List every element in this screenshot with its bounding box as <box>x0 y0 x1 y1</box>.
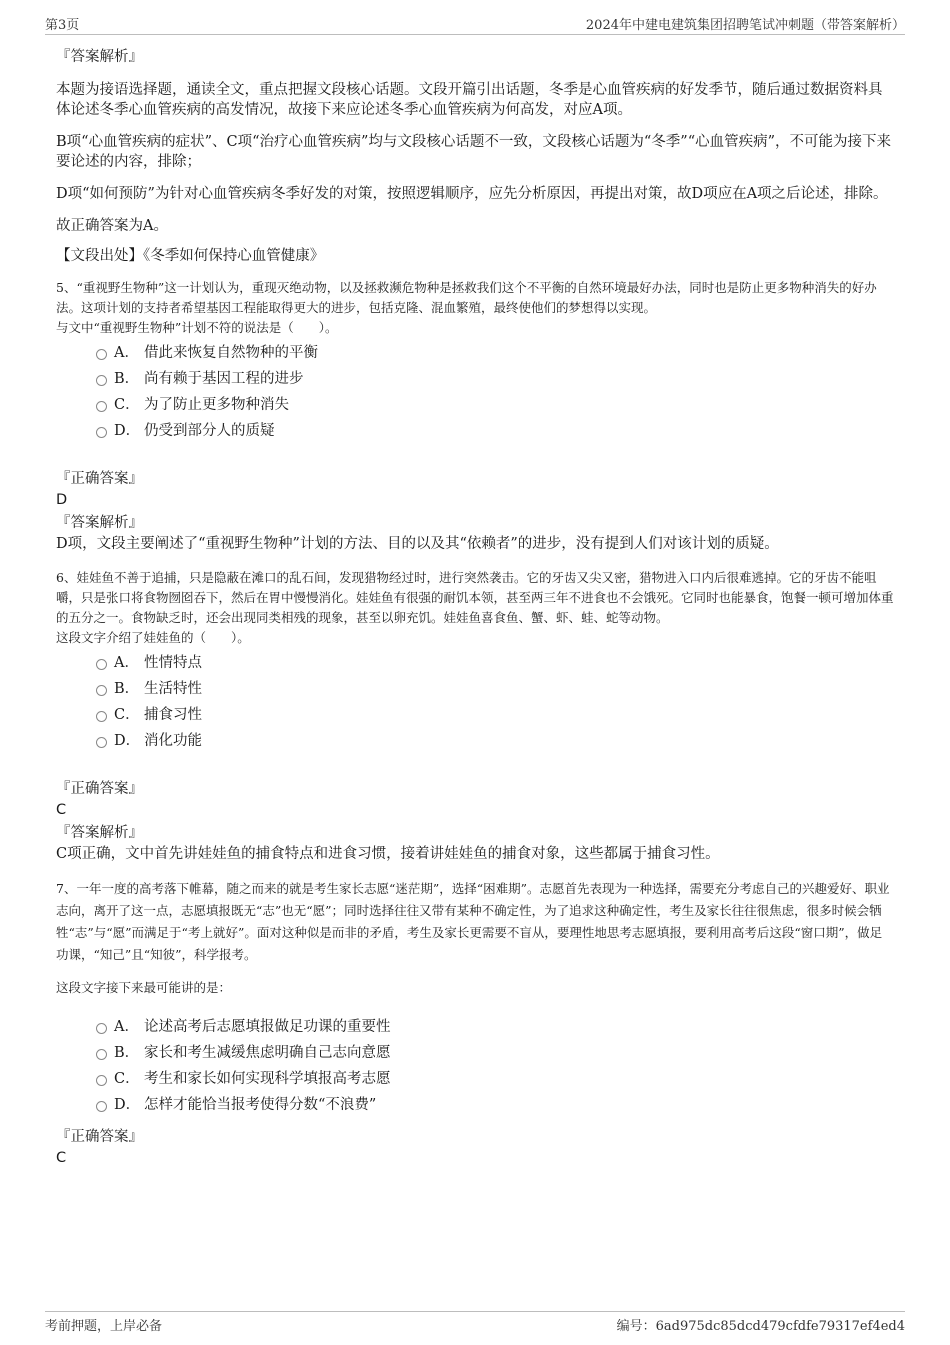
q6-option-b[interactable]: B． 生活特性 <box>56 676 894 702</box>
q6-correct-label: 『正确答案』 <box>56 781 143 797</box>
q6-options <box>56 650 894 754</box>
q5-option-c[interactable]: C． 为了防止更多物种消失 <box>56 392 894 418</box>
page-header <box>45 14 905 35</box>
q6-prompt: 这段文字介绍了娃娃鱼的（ ）。 <box>56 630 250 645</box>
q4-analysis-p2: B项“心血管疾病的症状”、C项“治疗心血管疾病”均与文段核心话题不一致，文段核心话题为“冬季”“心血管疾病”，不可能为接下来要论述的内容，排除； <box>56 134 892 170</box>
q5-option-d[interactable]: D． 仍受到部分人的质疑 <box>56 418 894 444</box>
q7-prompt: 这段文字接下来最可能讲的是： <box>56 980 232 995</box>
radio-icon[interactable] <box>96 401 107 412</box>
q6-analysis-label: 『答案解析』 <box>56 825 143 841</box>
q5-correct-answer: D <box>56 492 68 508</box>
q5-options <box>56 340 894 444</box>
q5-analysis: D项，文段主要阐述了“重视野生物种”计划的方法、目的以及其“依赖者”的进步，没有提到人们对该计划的质疑。 <box>56 536 779 552</box>
document-id: 编号：6ad975dc85dcd479cfdfe79317ef4ed4 <box>616 1319 905 1334</box>
q5-prompt: 与文中“重视野生物种”计划不符的说法是（ ）。 <box>56 320 338 335</box>
q6-correct-answer: C <box>56 802 67 818</box>
radio-icon[interactable] <box>96 1049 107 1060</box>
radio-icon[interactable] <box>96 659 107 670</box>
q6-option-a[interactable]: A． 性情特点 <box>56 650 894 676</box>
q6-option-c[interactable]: C． 捕食习性 <box>56 702 894 728</box>
q7-option-a[interactable]: A． 论述高考后志愿填报做足功课的重要性 <box>56 1014 894 1040</box>
radio-icon[interactable] <box>96 711 107 722</box>
page-number: 第3页 <box>45 18 80 33</box>
document-body <box>56 46 894 1168</box>
radio-icon[interactable] <box>96 1075 107 1086</box>
radio-icon[interactable] <box>96 349 107 360</box>
page-footer <box>45 1311 905 1334</box>
document-title: 2024年中建电建筑集团招聘笔试冲刺题（带答案解析） <box>585 18 905 33</box>
q7-stem: 7、一年一度的高考落下帷幕，随之而来的就是考生家长志愿“迷茫期”，选择“困难期”。志愿首先表现为一种选择，需要充分考虑自己的兴趣爱好、职业志向，离开了这一点，志愿填报既无“志”也无“愿”；同时选择往往又带有某种不确定性，为了追求这种确定性，考生及家长往往很焦虑，很多时候会牺牲“志”与“愿”而满足于“考上就好”。面对这种似是而非的矛盾，考生及家长更需要不盲从，要理性地思考志愿填报，要利用高考后这段“窗口期”，做足功课，“知己”且“知彼”，科学报考。 <box>56 881 890 962</box>
footer-slogan: 考前押题，上岸必备 <box>45 1319 163 1334</box>
q6-option-d[interactable]: D． 消化功能 <box>56 728 894 754</box>
radio-icon[interactable] <box>96 427 107 438</box>
q4-source: 【文段出处】《冬季如何保持心血管健康》 <box>56 248 325 264</box>
q4-analysis-p3: D项“如何预防”为针对心血管疾病冬季好发的对策，按照逻辑顺序，应先分析原因，再提出对策，故D项应在A项之后论述，排除。 <box>56 186 888 202</box>
q4-analysis-label: 『答案解析』 <box>56 49 143 65</box>
q4-analysis-p1: 本题为接语选择题，通读全文，重点把握文段核心话题。文段开篇引出话题，冬季是心血管疾病的好发季节，随后通过数据资料具体论述冬季心血管疾病的高发情况，故接下来应论述冬季心血管疾病为何高发，对应A项。 <box>56 82 883 118</box>
q5-correct-label: 『正确答案』 <box>56 471 143 487</box>
q5-stem: 5、“重视野生物种”这一计划认为，重现灭绝动物，以及拯救濒危物种是拯救我们这个不平衡的自然环境最好办法，同时也是防止更多物种消失的好办法。这项计划的支持者希望基因工程能取得更大的进步，包括克隆、混血繁殖，最终使他们的梦想得以实现。 <box>56 280 877 315</box>
radio-icon[interactable] <box>96 1101 107 1112</box>
q5-option-b[interactable]: B． 尚有赖于基因工程的进步 <box>56 366 894 392</box>
q5-analysis-label: 『答案解析』 <box>56 515 143 531</box>
q7-option-d[interactable]: D． 怎样才能恰当报考使得分数“不浪费” <box>56 1092 894 1118</box>
q4-analysis-p4: 故正确答案为A。 <box>56 218 168 234</box>
q7-correct-answer: C <box>56 1150 67 1166</box>
q6-analysis: C项正确，文中首先讲娃娃鱼的捕食特点和进食习惯，接着讲娃娃鱼的捕食对象，这些都属于捕食习性。 <box>56 846 720 862</box>
q7-option-b[interactable]: B． 家长和考生减缓焦虑明确自己志向意愿 <box>56 1040 894 1066</box>
radio-icon[interactable] <box>96 375 107 386</box>
q5-option-a[interactable]: A． 借此来恢复自然物种的平衡 <box>56 340 894 366</box>
radio-icon[interactable] <box>96 685 107 696</box>
q7-options <box>56 1014 894 1118</box>
radio-icon[interactable] <box>96 737 107 748</box>
radio-icon[interactable] <box>96 1023 107 1034</box>
q7-correct-label: 『正确答案』 <box>56 1129 143 1145</box>
q7-option-c[interactable]: C． 考生和家长如何实现科学填报高考志愿 <box>56 1066 894 1092</box>
q6-stem: 6、娃娃鱼不善于追捕，只是隐蔽在滩口的乱石间，发现猎物经过时，进行突然袭击。它的牙齿又尖又密，猎物进入口内后很难逃掉。它的牙齿不能咀嚼，只是张口将食物囫囵吞下，然后在胃中慢慢消化。娃娃鱼有很强的耐饥本领，甚至两三年不进食也不会饿死。它同时也能暴食，饱餐一顿可增加体重的五分之一。食物缺乏时，还会出现同类相残的现象，甚至以卵充饥。娃娃鱼喜食鱼、蟹、虾、蛙、蛇等动物。 <box>56 570 894 625</box>
